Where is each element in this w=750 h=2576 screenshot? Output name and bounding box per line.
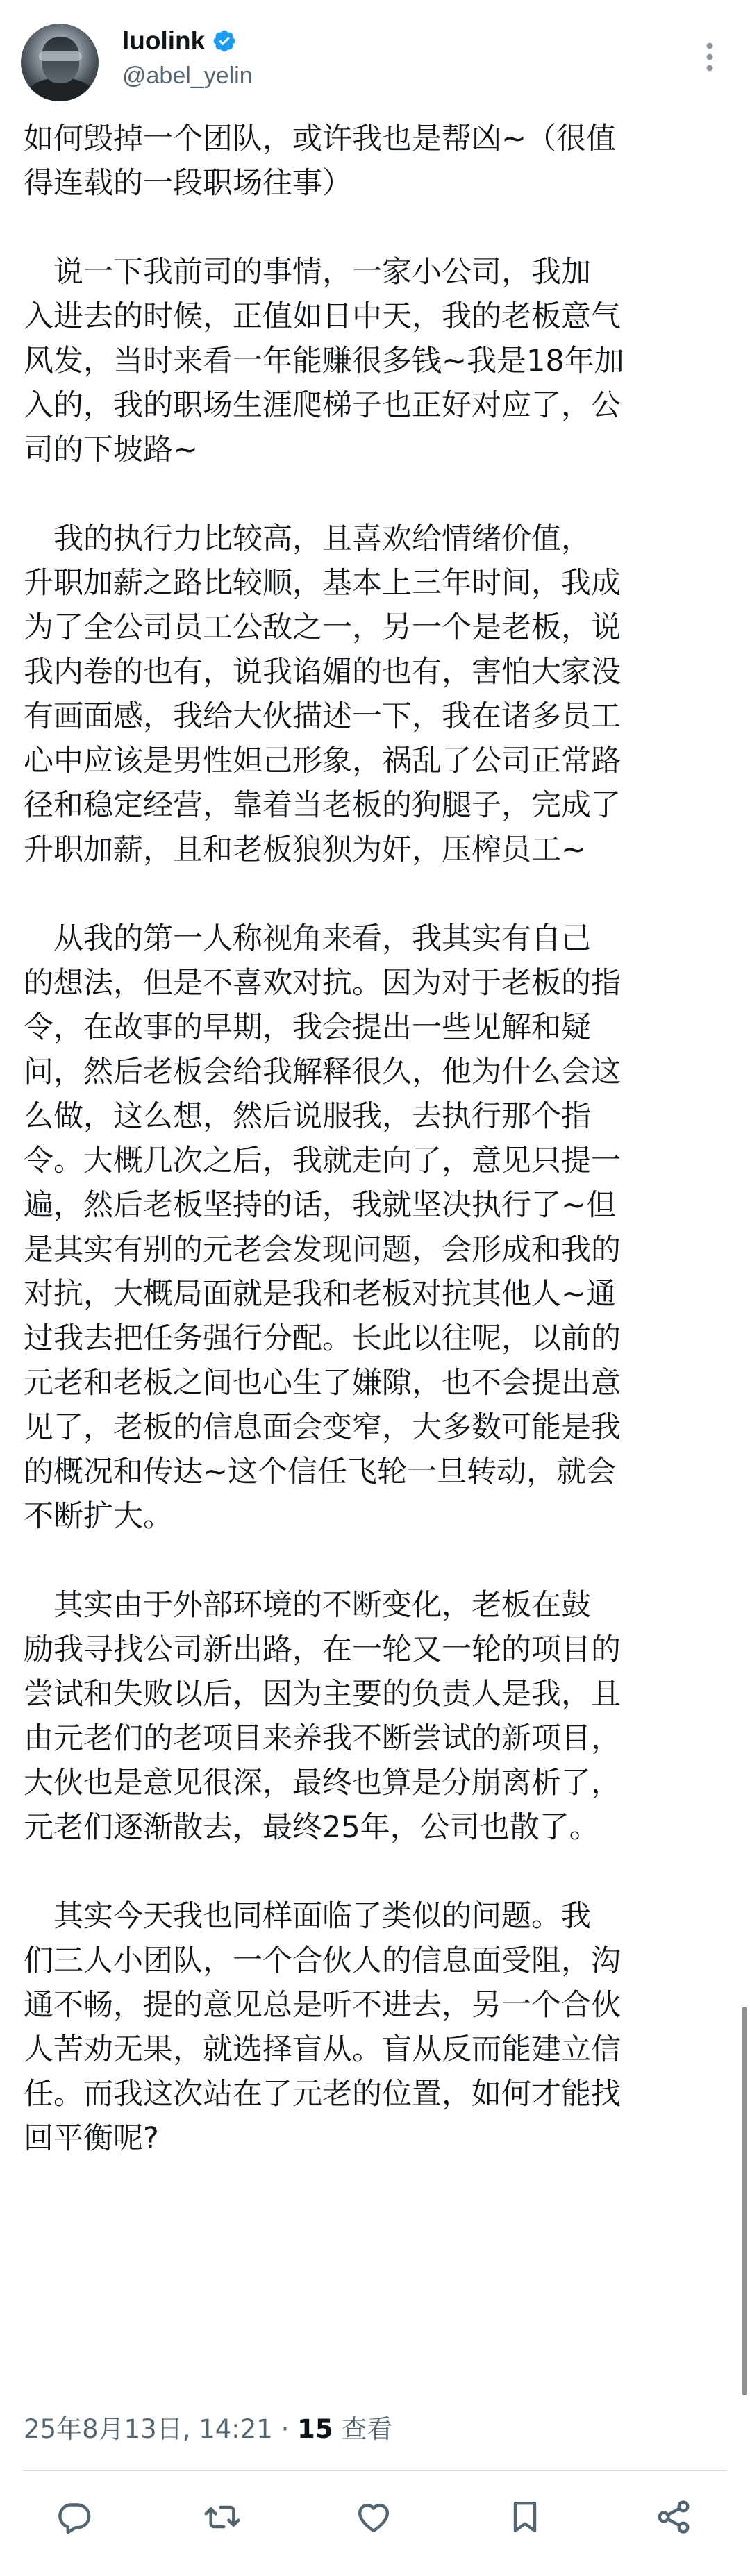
tweet-line: 其实由于外部环境的不断变化，老板在鼓	[24, 1588, 591, 1623]
tweet-line: 入进去的时候，正值如日中天，我的老板意气	[24, 299, 621, 334]
tweet-line: 任。而我这次站在了元老的位置，如何才能找	[24, 2077, 621, 2111]
speech-bubble-icon	[54, 2498, 93, 2536]
retweet-arrows-icon	[203, 2498, 242, 2536]
tweet-line: 令。大概几次之后，我就走向了，意见只提一	[24, 1144, 621, 1178]
tweet-line: 通不畅，提的意见总是听不进去，另一个合伙	[24, 1988, 621, 2023]
tweet-line: 对抗，大概局面就是我和老板对抗其他人~通	[24, 1277, 617, 1312]
tweet-line: 回平衡呢?	[24, 2121, 159, 2156]
tweet-line: 们三人小团队，一个合伙人的信息面受阻，沟	[24, 1943, 621, 1978]
more-vertical-icon[interactable]	[703, 42, 717, 72]
tweet-line: 升职加薪之路比较顺，基本上三年时间，我成	[24, 566, 621, 601]
tweet-line: 说一下我前司的事情，一家小公司，我加	[24, 255, 591, 290]
views-count: 15	[297, 2414, 333, 2444]
tweet-line: 入的，我的职场生涯爬梯子也正好对应了，公	[24, 388, 621, 423]
tweet-paragraph	[24, 1583, 732, 1850]
tweet-line: 过我去把任务强行分配。长此以往呢，以前的	[24, 1321, 621, 1356]
tweet-line: 我内卷的也有，说我谄媚的也有，害怕大家没	[24, 655, 621, 689]
tweet-line: 是其实有别的元老会发现问题，会形成和我的	[24, 1232, 621, 1267]
divider	[24, 2470, 726, 2471]
tweet-line: 如何毁掉一个团队，或许我也是帮凶~（很值	[24, 122, 617, 156]
tweet-line: 由元老们的老项目来养我不断尝试的新项目，	[24, 1721, 621, 1756]
tweet-line: 么做，这么想，然后说服我，去执行那个指	[24, 1099, 591, 1134]
reply-button[interactable]	[53, 2496, 94, 2538]
tweet-line: 我的执行力比较高，且喜欢给情绪价值，	[24, 521, 591, 556]
heart-icon	[354, 2498, 393, 2536]
avatar-visor	[39, 51, 82, 61]
tweet-line: 遍，然后老板坚持的话，我就坚决执行了~但	[24, 1188, 617, 1223]
tweet-line: 为了全公司员工公敌之一，另一个是老板，说	[24, 610, 621, 645]
avatar[interactable]	[21, 24, 99, 101]
name-row	[122, 26, 237, 56]
tweet-line: 问，然后老板会给我解释很久，他为什么会这	[24, 1055, 621, 1089]
bookmark-button[interactable]	[504, 2496, 546, 2538]
tweet-meta	[24, 2408, 392, 2445]
tweet-line: 心中应该是男性妲己形象，祸乱了公司正常路	[24, 744, 621, 778]
tweet-line: 有画面感，我给大伙描述一下，我在诸多员工	[24, 699, 621, 734]
tweet-line: 不断扩大。	[24, 1499, 173, 1534]
timestamp[interactable]: 25年8月13日, 14:21	[24, 2414, 273, 2444]
views-label: 查看	[341, 2414, 393, 2444]
tweet-line: 的概况和传达~这个信任飞轮一旦转动，就会	[24, 1455, 617, 1489]
share-button[interactable]	[653, 2496, 694, 2538]
user-handle[interactable]: @abel_yelin	[122, 62, 253, 89]
tweet-line: 元老和老板之间也心生了嫌隙，也不会提出意	[24, 1366, 621, 1400]
tweet-paragraph	[24, 117, 732, 206]
tweet-line: 励我寻找公司新出路，在一轮又一轮的项目的	[24, 1632, 621, 1667]
meta-separator: ·	[281, 2414, 290, 2444]
tweet-line: 得连载的一段职场往事）	[24, 166, 352, 201]
scrollbar[interactable]	[742, 2007, 747, 2395]
action-bar	[0, 2482, 750, 2559]
display-name[interactable]: luolink	[122, 26, 206, 55]
tweet-line: 人苦劝无果，就选择盲从。盲从反而能建立信	[24, 2032, 621, 2067]
like-button[interactable]	[353, 2496, 394, 2538]
tweet-paragraph	[24, 250, 732, 472]
tweet-line: 司的下坡路~	[24, 433, 199, 467]
tweet-line: 其实今天我也同样面临了类似的问题。我	[24, 1899, 591, 1934]
tweet-line: 大伙也是意见很深，最终也算是分崩离析了，	[24, 1766, 621, 1800]
tweet-paragraph	[24, 1894, 732, 2161]
retweet-button[interactable]	[201, 2496, 243, 2538]
share-icon	[654, 2498, 693, 2536]
tweet-paragraph	[24, 517, 732, 872]
tweet-line: 见了，老板的信息面会变窄，大多数可能是我	[24, 1410, 621, 1445]
tweet-line: 令，在故事的早期，我会提出一些见解和疑	[24, 1010, 591, 1045]
bookmark-icon	[506, 2498, 544, 2536]
tweet-line: 径和稳定经营，靠着当老板的狗腿子，完成了	[24, 788, 621, 823]
tweet-line: 尝试和失败以后，因为主要的负责人是我，且	[24, 1677, 621, 1712]
tweet-line: 的想法，但是不喜欢对抗。因为对于老板的指	[24, 966, 621, 1001]
verified-badge-icon	[212, 28, 237, 53]
tweet-paragraph	[24, 917, 732, 1539]
tweet-line: 元老们逐渐散去，最终25年，公司也散了。	[24, 1810, 599, 1845]
tweet-line: 风发，当时来看一年能赚很多钱~我是18年加	[24, 344, 624, 378]
tweet-header	[0, 0, 750, 104]
tweet-text	[24, 117, 732, 2205]
tweet-line: 升职加薪，且和老板狼狈为奸，压榨员工~	[24, 833, 587, 867]
tweet-line: 从我的第一人称视角来看，我其实有自己	[24, 921, 591, 956]
